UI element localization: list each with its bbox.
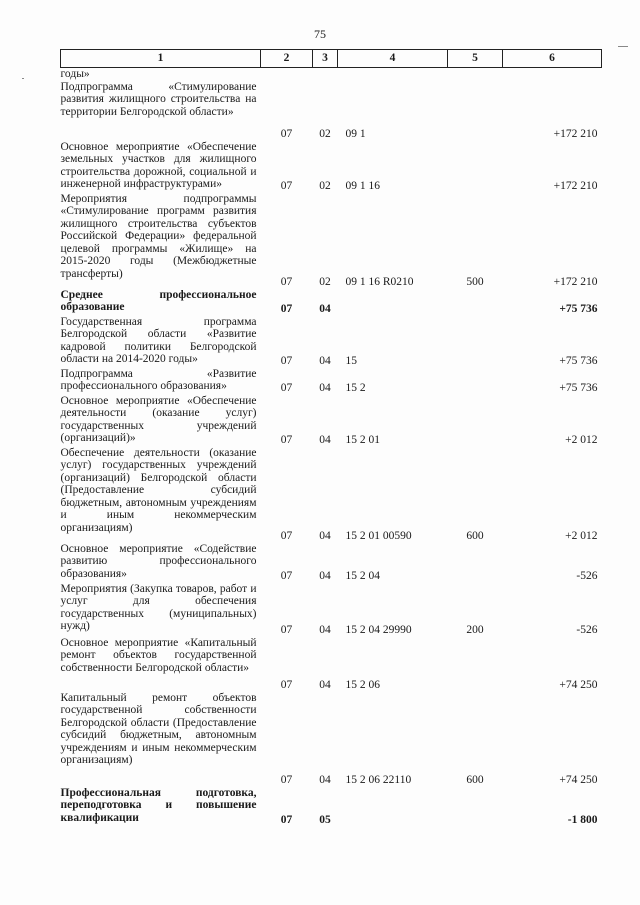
row-amount: +2 012 [565, 434, 598, 446]
row-target-code: 15 2 01 [345, 434, 380, 446]
row-name: Основное мероприятие «Капитальный ремонт объектов государственной собственности Белгородской области» [60, 636, 257, 674]
row-name: Государственная программа Белгородской области «Развитие кадровой политики Белгородской области на 2014-2020 годы» [60, 315, 257, 365]
table-row [61, 141, 602, 193]
row-section: 07 [280, 570, 293, 582]
row-subsection: 04 [319, 679, 331, 691]
row-section: 07 [280, 530, 293, 542]
col-header-2: 2 [261, 50, 313, 68]
row-subsection: 04 [319, 570, 331, 582]
table-row [61, 395, 602, 447]
table-row [61, 81, 602, 141]
row-amount: +74 250 [559, 774, 598, 786]
col-header-5: 5 [448, 50, 503, 68]
row-section: 07 [280, 624, 293, 636]
row-section: 07 [280, 774, 293, 786]
row-subsection: 05 [319, 814, 331, 826]
row-section [261, 68, 313, 81]
row-section: 07 [280, 434, 293, 446]
row-target-code: 15 2 01 00590 [345, 530, 412, 542]
scan-speck [618, 46, 628, 47]
row-amount: +74 250 [559, 679, 598, 691]
row-name: Обеспечение деятельности (оказание услуг) государственных учреждений (организаций) Белгородской области (Предоставление субсидий бюджетным, автономным учреждениям и иным некоммерческим организациям) [60, 446, 257, 534]
col-header-3: 3 [313, 50, 338, 68]
row-name: Капитальный ремонт объектов государственной собственности Белгородской области (Предоставление субсидий бюджетным, автономным учреждениям и иным некоммерческим организациям) [60, 691, 257, 766]
table-row [61, 289, 602, 316]
table-row [61, 68, 602, 81]
row-section: 07 [280, 303, 293, 315]
row-expense-type [448, 543, 503, 583]
row-amount: -1 800 [567, 814, 598, 826]
row-target-code [338, 289, 448, 316]
row-name: Основное мероприятие «Содействие развитию профессионального образования» [60, 542, 257, 580]
row-amount: +75 736 [559, 355, 598, 367]
row-subsection: 04 [319, 434, 331, 446]
row-name: Мероприятия (Закупка товаров, работ и услуг для обеспечения государственных (муниципальных) нужд) [60, 582, 257, 632]
row-section: 07 [280, 382, 293, 394]
table-row [61, 447, 602, 543]
row-subsection: 02 [319, 276, 331, 288]
row-subsection: 04 [319, 530, 331, 542]
row-target-code: 15 [345, 355, 357, 367]
row-subsection: 04 [319, 303, 331, 315]
page-number: 75 [314, 27, 326, 41]
row-amount: +172 210 [553, 180, 598, 192]
row-subsection: 04 [319, 382, 331, 394]
scan-speck [22, 78, 24, 79]
row-target-code: 15 2 06 [345, 679, 380, 691]
table-header-row [61, 50, 602, 68]
col-header-1: 1 [61, 50, 261, 68]
row-target-code: 15 2 [345, 382, 366, 394]
row-target-code: 15 2 04 [345, 570, 380, 582]
row-amount: +172 210 [553, 128, 598, 140]
row-subsection: 02 [319, 128, 331, 140]
row-section: 07 [280, 128, 293, 140]
row-expense-type [448, 368, 503, 395]
row-amount: +75 736 [559, 303, 598, 315]
table-row [61, 637, 602, 692]
table-row [61, 316, 602, 368]
table-row [61, 787, 602, 827]
row-subsection: 04 [319, 774, 331, 786]
row-amount [503, 68, 602, 81]
row-target-code: 09 1 [345, 128, 366, 140]
row-expense-type [448, 316, 503, 368]
table-row [61, 692, 602, 787]
row-target-code: 15 2 06 22110 [345, 774, 412, 786]
row-target-code [338, 68, 448, 81]
row-expense-type [448, 787, 503, 827]
row-expense-type [448, 289, 503, 316]
row-expense-type: 200 [466, 624, 484, 636]
row-name: Подпрограмма «Стимулирование развития жилищного строительства на территории Белгородской области» [60, 80, 257, 118]
row-subsection: 04 [319, 624, 331, 636]
row-expense-type [448, 141, 503, 193]
row-expense-type: 600 [466, 774, 484, 786]
table-row [61, 543, 602, 583]
row-amount: -526 [576, 624, 598, 636]
row-expense-type [448, 637, 503, 692]
row-subsection: 02 [319, 180, 331, 192]
row-name: Подпрограмма «Развитие профессионального образования» [60, 367, 257, 392]
row-section: 07 [280, 180, 293, 192]
row-name: Мероприятия подпрограммы «Стимулирование программ развития жилищного строительства субъектов Российской Федерации» федеральной целевой программы «Жилище» на 2015-2020 годы (Межбюджетные трансферты) [60, 192, 257, 280]
row-amount: +75 736 [559, 382, 598, 394]
row-name: годы» [60, 68, 90, 80]
row-section: 07 [280, 355, 293, 367]
row-expense-type: 500 [466, 276, 484, 288]
row-section: 07 [280, 814, 293, 826]
row-expense-type [448, 395, 503, 447]
row-expense-type [448, 81, 503, 141]
row-amount: +172 210 [553, 276, 598, 288]
row-name: Основное мероприятие «Обеспечение деятельности (оказание услуг) государственных учреждений (организаций)» [60, 394, 257, 444]
row-amount: +2 012 [565, 530, 598, 542]
row-section: 07 [280, 679, 293, 691]
row-target-code: 15 2 04 29990 [345, 624, 412, 636]
row-name: Среднее профессиональное образование [60, 288, 257, 313]
col-header-6: 6 [503, 50, 602, 68]
row-subsection: 04 [319, 355, 331, 367]
table-row [61, 583, 602, 637]
row-subsection [313, 68, 338, 81]
row-name: Профессиональная подготовка, переподготовка и повышение квалификации [60, 786, 257, 824]
row-expense-type [448, 68, 503, 81]
row-section: 07 [280, 276, 293, 288]
row-target-code [338, 787, 448, 827]
row-amount: -526 [576, 570, 598, 582]
budget-table [60, 49, 602, 827]
table-row [61, 368, 602, 395]
row-expense-type: 600 [466, 530, 484, 542]
table-row [61, 193, 602, 289]
col-header-4: 4 [338, 50, 448, 68]
row-target-code: 09 1 16 R0210 [345, 276, 414, 288]
row-name: Основное мероприятие «Обеспечение земельных участков для жилищного строительства дорожной, социальной и инженерной инфраструктурами» [60, 140, 257, 190]
row-target-code: 09 1 16 [345, 180, 380, 192]
